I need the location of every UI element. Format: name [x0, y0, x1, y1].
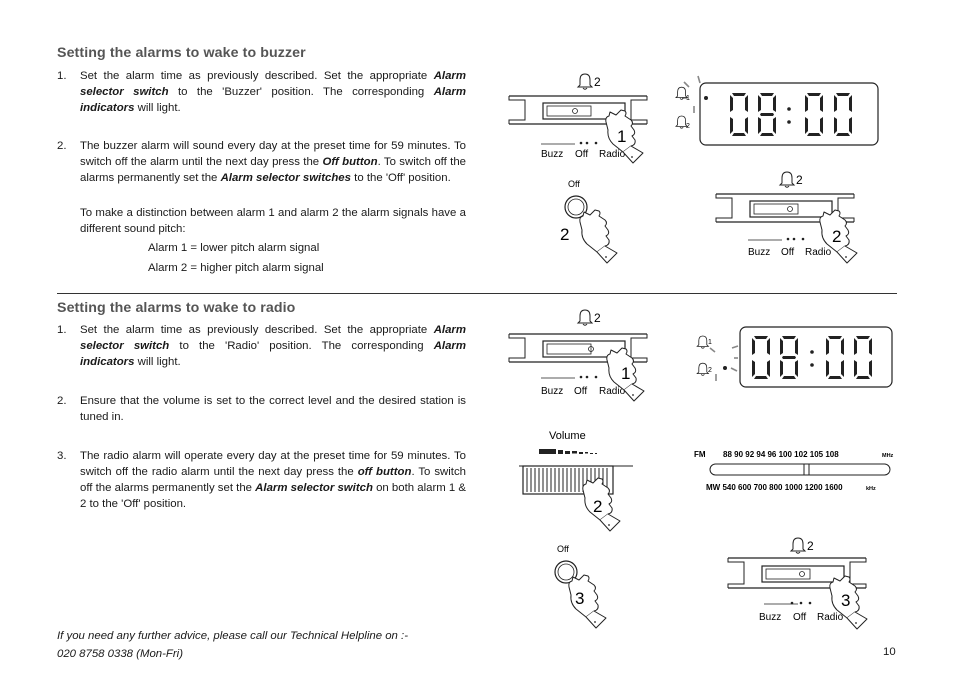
mw-unit: kHz [866, 486, 876, 492]
s2-item2 [57, 393, 466, 425]
s1-item2-num: 2. [57, 140, 67, 152]
display-sub1: 1 [708, 339, 712, 346]
s2-item2-num: 2. [57, 395, 67, 407]
alarm2-bell-icon [780, 172, 794, 187]
clock-display-alarm2 [690, 324, 900, 394]
switch-diagram-buzz-2 [714, 164, 874, 264]
switch-diagram-off-3 [726, 530, 886, 630]
off-button-label: Off [557, 544, 569, 554]
switch-label-radio: Radio [805, 247, 832, 258]
alarm1-bell-icon [697, 336, 708, 348]
band-fm-label: FM [694, 450, 706, 459]
pointing-hand-icon [580, 210, 617, 263]
s2-item1-b1: Alarm selector switch [80, 324, 466, 352]
mw-scale: MW 540 600 700 800 1000 1200 1600 [706, 483, 843, 492]
s2-item1-num: 1. [57, 324, 67, 336]
s1-item1 [57, 68, 466, 116]
display-sub2: 2 [708, 367, 712, 374]
alarm2-number: 2 [796, 173, 803, 187]
switch-label-radio: Radio [599, 149, 626, 160]
off-button-diagram-3 [553, 540, 623, 632]
s2-item3-t3: on both alarm 1 & 2 to the 'Off' position. [80, 482, 466, 510]
switch-diagram-radio-1 [507, 306, 667, 398]
display-sub1: 1 [686, 95, 690, 102]
page-number: 10 [883, 646, 896, 658]
s2-item3-num: 3. [57, 450, 67, 462]
s1-item2-t1: The buzzer alarm will sound every day at the preset time for 59 minutes. To switch off the alarm until the next day press the [80, 140, 466, 168]
step-number-2: 2 [560, 225, 570, 244]
s2-item1-t1: Set the alarm time as previously described. Set the appropriate [80, 324, 434, 336]
switch-label-off: Off [575, 149, 589, 160]
s2-item1 [57, 322, 466, 370]
tuning-dial-diagram [690, 445, 900, 495]
switch-label-buzz: Buzz [541, 149, 564, 160]
s1-item1-t2: to the 'Buzzer' position. The corresponding [168, 86, 434, 98]
s1-item1-num: 1. [57, 70, 67, 82]
step-number-3: 3 [841, 591, 851, 610]
s2-item3-t2: . To switch off the alarms permanently set the [80, 466, 467, 494]
step-number-3: 3 [575, 589, 585, 608]
s1-item2-b2: Alarm selector switches [220, 172, 351, 184]
s2-item3-b2: Alarm selector switch [255, 482, 373, 494]
volume-control-diagram [515, 428, 635, 548]
off-button-diagram-2 [560, 176, 630, 266]
section-divider [57, 293, 897, 294]
s2-item3-b1: off button [357, 466, 412, 478]
clock-display-alarm1 [672, 72, 882, 150]
s1-alarm2: Alarm 2 = higher pitch alarm signal [148, 262, 324, 274]
alarm2-bell-icon [578, 74, 592, 89]
alarm2-number: 2 [594, 311, 601, 325]
switch-label-off: Off [793, 612, 807, 623]
switch-label-buzz: Buzz [541, 386, 564, 397]
off-button-label: Off [568, 179, 580, 189]
s1-item2-t3: to the 'Off' position. [350, 172, 451, 184]
s1-item1-b2: Alarm indicators [80, 86, 466, 114]
section2-heading: Setting the alarms to wake to radio [57, 300, 296, 316]
alarm2-bell-icon [578, 310, 592, 325]
step-number-1: 1 [617, 127, 627, 146]
s2-item3-t1: The radio alarm will operate every day at the preset time for 59 minutes. To switch off the radio alarm until the next day press the [80, 450, 466, 478]
s1-item2-b1: Off button [322, 156, 378, 168]
switch-diagram-buzz-1 [507, 72, 667, 162]
s2-item3 [57, 448, 467, 512]
s2-item1-t3: will light. [134, 356, 181, 368]
alarm2-number: 2 [594, 75, 601, 89]
switch-label-radio: Radio [599, 386, 626, 397]
switch-label-off: Off [574, 386, 588, 397]
switch-label-off: Off [781, 247, 795, 258]
section1-heading: Setting the alarms to wake to buzzer [57, 45, 306, 61]
s1-item1-t3: will light. [134, 102, 181, 114]
alarm2-bell-icon [791, 538, 805, 553]
switch-label-buzz: Buzz [759, 612, 782, 623]
step-number-2: 2 [832, 227, 842, 246]
footer-helpline: If you need any further advice, please call our Technical Helpline on :- [57, 630, 408, 642]
s2-item1-b2: Alarm indicators [80, 340, 466, 368]
volume-label: Volume [549, 430, 586, 442]
alarm2-bell-icon [697, 363, 708, 375]
s1-item1-b1: Alarm selector switch [80, 70, 466, 98]
s1-item1-t1: Set the alarm time as previously described. Set the appropriate [80, 70, 434, 82]
s2-item2-t1: Ensure that the volume is set to the correct level and the desired station is tuned in. [80, 395, 466, 423]
alarm2-number: 2 [807, 539, 814, 553]
footer-phone: 020 8758 0338 (Mon-Fri) [57, 648, 183, 660]
switch-label-buzz: Buzz [748, 247, 771, 258]
fm-scale: 88 90 92 94 96 100 102 105 108 [723, 450, 839, 459]
fm-unit: MHz [882, 453, 894, 459]
switch-label-radio: Radio [817, 612, 844, 623]
display-sub2: 2 [686, 123, 690, 130]
step-number-1: 1 [621, 364, 631, 383]
s1-alarm1: Alarm 1 = lower pitch alarm signal [148, 242, 320, 254]
s1-distinction: To make a distinction between alarm 1 and alarm 2 the alarm signals have a different sound pitch: [80, 207, 466, 235]
s1-item2-t2: . To switch off the alarms permanently set the [80, 156, 466, 184]
s2-item1-t2: to the 'Radio' position. The corresponding [169, 340, 434, 352]
step-number-2: 2 [593, 497, 603, 516]
s1-item2 [57, 138, 466, 186]
